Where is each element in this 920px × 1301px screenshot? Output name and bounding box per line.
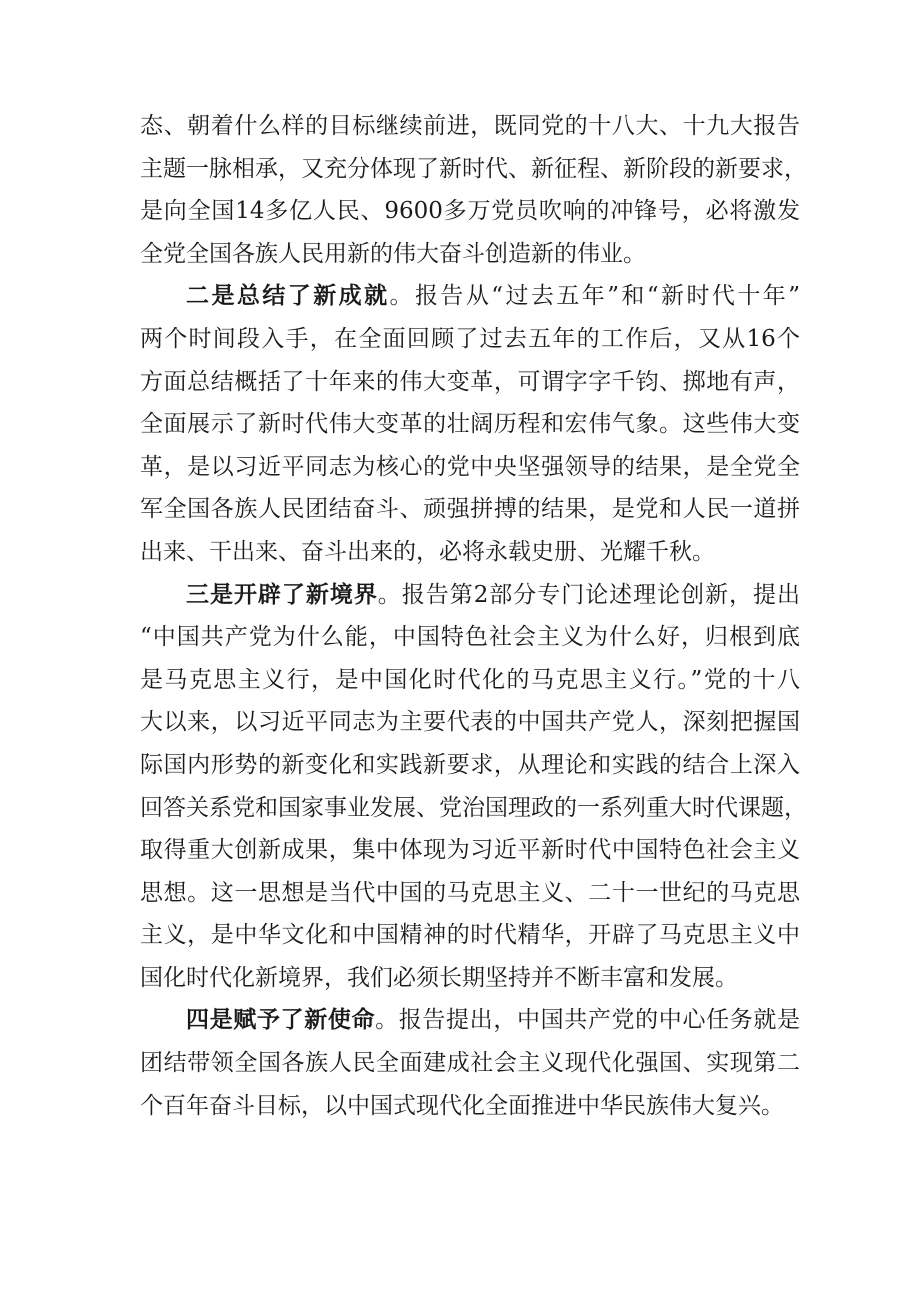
paragraph-continuation (140, 105, 807, 275)
text-line-rest: 。报告从“过去五年”和“新时代十年” (389, 283, 800, 310)
text-line: 方面总结概括了十年来的伟大变革，可谓字字千钧、掷地有声， (140, 368, 800, 395)
text-line: 国化时代化新境界，我们必须长期坚持并不断丰富和发展。 (140, 964, 738, 991)
paragraph-heading: 四是赋予了新使命 (186, 1007, 376, 1034)
text-line-rest: 。报告提出，中国共产党的中心任务就是 (375, 1007, 801, 1034)
text-line: 是向全国14多亿人民、9600多万党员吹响的冲锋号，必将激发 (140, 198, 800, 225)
text-line: 军全国各族人民团结奋斗、顽强拼搏的结果，是党和人民一道拼 (140, 496, 800, 523)
text-line: 回答关系党和国家事业发展、党治国理政的一系列重大时代课题， (140, 794, 807, 821)
text-line: 际国内形势的新变化和实践新要求，从理论和实践的结合上深入 (140, 751, 800, 778)
text-line: 思想。这一思想是当代中国的马克思主义、二十一世纪的马克思 (140, 879, 800, 906)
text-line (140, 275, 800, 318)
text-line-rest: 。报告第2部分专门论述理论创新，提出 (377, 581, 800, 608)
paragraph-new-realm (140, 574, 807, 1000)
text-line: 个百年奋斗目标，以中国式现代化全面推进中华民族伟大复兴。 (140, 1092, 784, 1119)
paragraph-heading: 二是总结了新成就 (186, 283, 390, 310)
document-body (140, 105, 807, 1127)
text-line: 态、朝着什么样的目标继续前进，既同党的十八大、十九大报告 (140, 113, 800, 139)
text-line: 主义，是中华文化和中国精神的时代精华，开辟了马克思主义中 (140, 922, 800, 949)
text-line: 全面展示了新时代伟大变革的壮阔历程和宏伟气象。这些伟大变 (140, 411, 800, 438)
text-line: 团结带领全国各族人民全面建成社会主义现代化强国、实现第二 (140, 1050, 800, 1077)
text-line: 取得重大创新成果，集中体现为习近平新时代中国特色社会主义 (140, 837, 800, 864)
text-line (140, 574, 800, 617)
text-line: 全党全国各族人民用新的伟大奋斗创造新的伟业。 (140, 240, 646, 267)
paragraph-new-achievements (140, 275, 800, 573)
text-line (140, 999, 800, 1042)
text-line: 革，是以习近平同志为核心的党中央坚强领导的结果，是全党全 (140, 453, 800, 480)
paragraph-heading: 三是开辟了新境界 (186, 581, 378, 608)
text-line: 出来、干出来、奋斗出来的，必将永载史册、光耀千秋。 (140, 538, 715, 565)
text-line: 大以来，以习近平同志为主要代表的中国共产党人，深刻把握国 (140, 709, 800, 736)
paragraph-new-mission (140, 999, 800, 1127)
text-line: “中国共产党为什么能，中国特色社会主义为什么好，归根到底 (140, 624, 800, 651)
text-line: 是马克思主义行，是中国化时代化的马克思主义行。”党的十八 (140, 666, 800, 693)
text-line: 两个时间段入手，在全面回顾了过去五年的工作后，又从16个 (140, 325, 800, 352)
text-line: 主题一脉相承，又充分体现了新时代、新征程、新阶段的新要求， (140, 155, 807, 182)
